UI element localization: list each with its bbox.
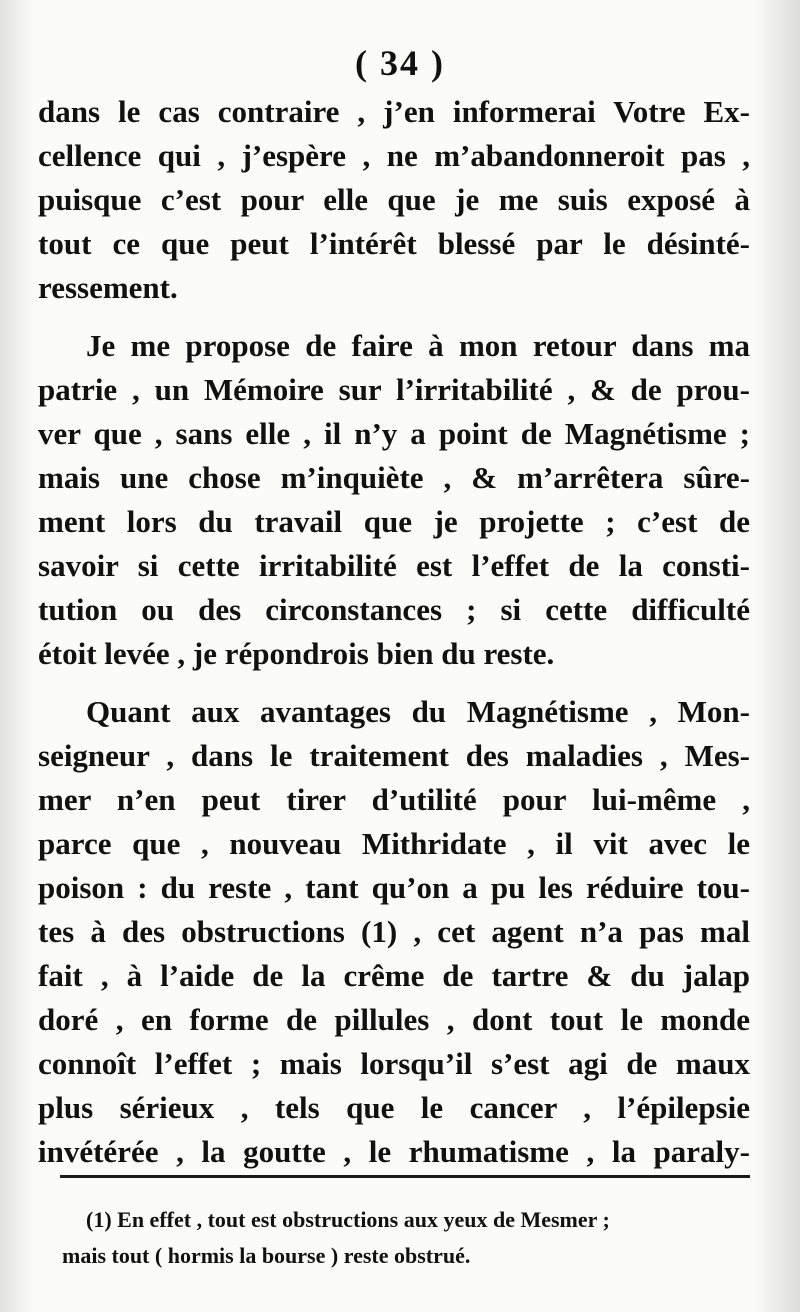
text-line: savoir si cette irritabilité est l’effet de la consti- [38, 548, 750, 583]
text-line: seigneur , dans le traitement des maladies , Mes- [38, 738, 750, 773]
text-line: puisque c’est pour elle que je me suis exposé à [38, 182, 750, 217]
text-line: mais une chose m’inquiète , & m’arrêtera sûre- [38, 460, 750, 495]
text-line: ment lors du travail que je projette ; c’est de [38, 504, 750, 539]
text-line: doré , en forme de pillules , dont tout le monde [38, 1002, 750, 1037]
text-line: parce que , nouveau Mithridate , il vit avec le [38, 826, 750, 861]
scan-shadow-right [752, 0, 800, 1312]
text-line: Je me propose de faire à mon retour dans ma [86, 328, 750, 363]
body-text [38, 90, 750, 1174]
footnote-line: (1) En effet , tout est obstructions aux yeux de Mesmer ; [86, 1207, 610, 1232]
text-line: poison : du reste , tant qu’on a pu les réduire tou- [38, 870, 750, 905]
paragraph [38, 90, 750, 310]
text-line: Quant aux avantages du Magnétisme , Mon- [86, 694, 750, 729]
paragraph [38, 324, 750, 676]
page-number: ( 34 ) [355, 43, 445, 83]
text-line: tution ou des circonstances ; si cette difficulté [38, 592, 750, 627]
text-line: invétérée , la goutte , le rhumatisme , la paraly- [38, 1134, 750, 1169]
text-line: fait , à l’aide de la crême de tartre & du jalap [38, 958, 750, 993]
text-line: étoit levée , je répondrois bien du reste. [38, 636, 555, 671]
text-line: connoît l’effet ; mais lorsqu’il s’est agi de maux [38, 1046, 750, 1081]
footnote [62, 1202, 762, 1274]
text-line: tes à des obstructions (1) , cet agent n’a pas mal [38, 914, 750, 949]
text-line: tout ce que peut l’intérêt blessé par le désinté- [38, 226, 750, 261]
text-line: ver que , sans elle , il n’y a point de Magnétisme ; [38, 416, 750, 451]
paragraph-gap [38, 676, 750, 690]
text-line: mer n’en peut tirer d’utilité pour lui-même , [38, 782, 750, 817]
text-line: ressement. [38, 270, 178, 305]
footnote-line: mais tout ( hormis la bourse ) reste obstrué. [62, 1243, 471, 1268]
paragraph [38, 690, 750, 1174]
paragraph-gap [38, 310, 750, 324]
text-line: cellence qui , j’espère , ne m’abandonneroit pas , [38, 138, 750, 173]
text-line: plus sérieux , tels que le cancer , l’épilepsie [38, 1090, 750, 1125]
text-line: dans le cas contraire , j’en informerai Votre Ex- [38, 94, 750, 129]
text-line: patrie , un Mémoire sur l’irritabilité , & de prou- [38, 372, 750, 407]
footnote-divider [60, 1175, 750, 1178]
scan-shadow-left [0, 0, 34, 1312]
